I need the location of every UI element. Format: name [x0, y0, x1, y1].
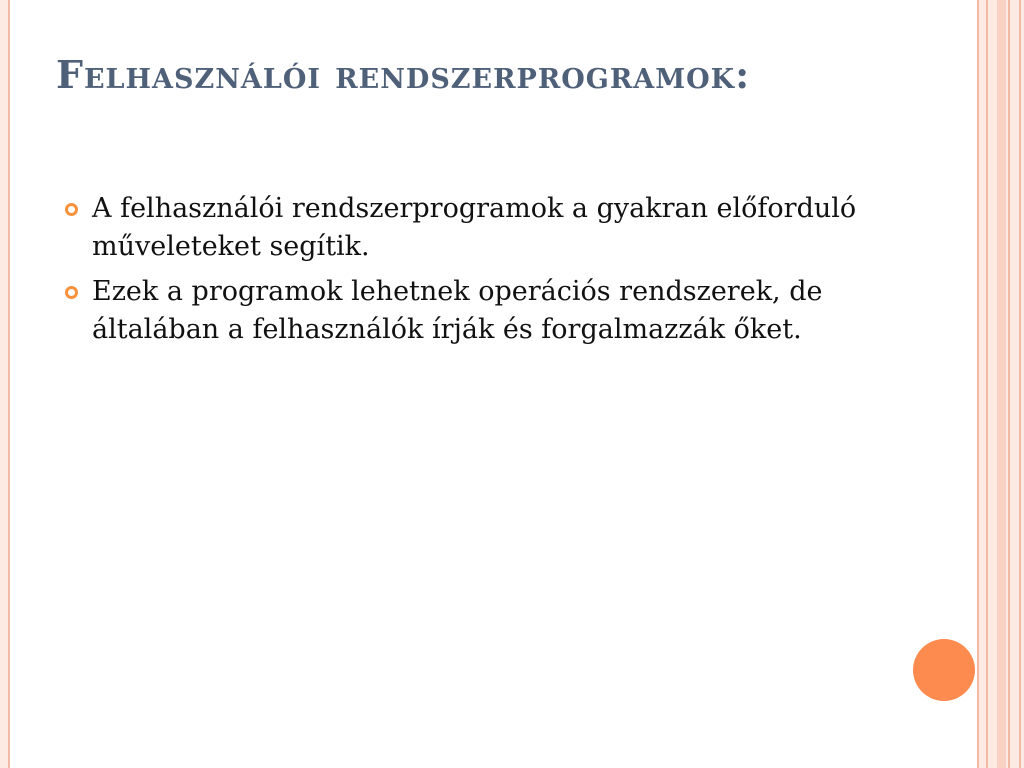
right-band-line	[977, 0, 979, 768]
right-band-line	[997, 0, 1006, 768]
bullet-item	[64, 190, 894, 266]
bullet-text: A felhasználói rendszerprogramok a gyakran előforduló műveleteket segítik.	[92, 193, 857, 262]
right-band-line	[986, 0, 988, 768]
bullet-list	[64, 190, 894, 356]
right-band-line	[1008, 0, 1010, 768]
bullet-ring-icon	[65, 286, 78, 299]
right-band-line	[1019, 0, 1021, 768]
slide-title: Felhasználói rendszerprogramok:	[56, 52, 751, 97]
bullet-text: Ezek a programok lehetnek operációs rendszerek, de általában a felhasználók írják és forgalmazzák őket.	[92, 276, 823, 345]
bullet-item	[64, 273, 894, 349]
left-border-strip	[0, 0, 10, 768]
accent-circle	[913, 639, 975, 701]
bullet-ring-icon	[65, 203, 78, 216]
